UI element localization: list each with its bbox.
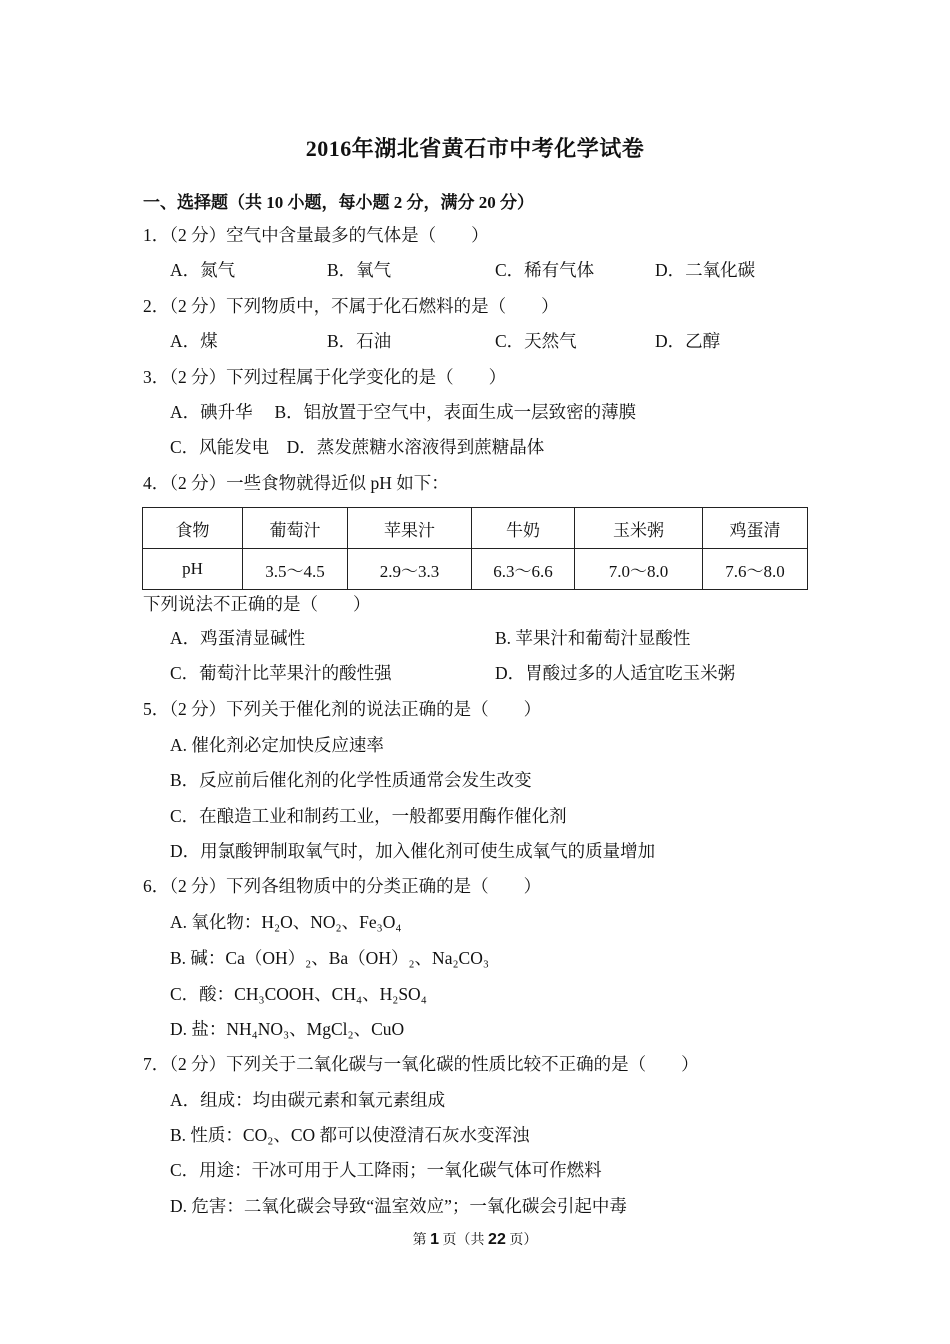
question-4-options-row-1: [170, 627, 810, 649]
q6-option-c: C．酸：CH₃COOH、CH₄、H₂SO₄: [170, 984, 427, 1004]
q7-option-b: B. 性质：CO₂、CO 都可以使澄清石灰水变浑浊: [170, 1125, 530, 1145]
q2-option-d: D．乙醇: [655, 331, 721, 351]
table-cell: 7.6～8.0: [703, 549, 808, 590]
table-cell: 3.5～4.5: [243, 549, 348, 590]
page-footer: [0, 1229, 950, 1249]
q5-option-a: A. 催化剂必定加快反应速率: [170, 735, 384, 755]
table-cell: 2.9～3.3: [348, 549, 472, 590]
q2-option-b: B．石油: [327, 331, 392, 351]
question-1-options: [170, 259, 810, 281]
q1-option-d: D．二氧化碳: [655, 260, 756, 280]
q4-option-c: C．葡萄汁比苹果汁的酸性强: [170, 663, 392, 683]
table-cell: 6.3～6.6: [472, 549, 575, 590]
table-cell: 牛奶: [472, 508, 575, 549]
q7-option-c: C．用途：干冰可用于人工降雨；一氧化碳气体可作燃料: [170, 1160, 602, 1180]
footer-middle: 页（共: [442, 1233, 485, 1248]
ph-table-header-row: [143, 508, 808, 549]
q1-option-c: C．稀有气体: [495, 260, 595, 280]
question-3-stem: 3．（2 分）下列过程属于化学变化的是（ ）: [143, 367, 507, 387]
table-cell: 鸡蛋清: [703, 508, 808, 549]
q2-option-c: C．天然气: [495, 331, 577, 351]
q6-option-a: A. 氧化物：H₂O、NO₂、Fe₃O₄: [170, 912, 402, 932]
q7-option-a: A．组成：均由碳元素和氧元素组成: [170, 1090, 446, 1110]
q2-option-a: A．煤: [170, 331, 218, 351]
q1-option-b: B．氧气: [327, 260, 392, 280]
q4-option-a: A．鸡蛋清显碱性: [170, 628, 306, 648]
question-4-prompt: 下列说法不正确的是（ ）: [143, 594, 371, 614]
question-4-stem: 4．（2 分）一些食物就得近似 pH 如下：: [143, 473, 449, 493]
q1-option-a: A．氮气: [170, 260, 236, 280]
ph-table-value-row: [143, 549, 808, 590]
q5-option-b: B．反应前后催化剂的化学性质通常会发生改变: [170, 770, 532, 790]
footer-suffix: 页）: [509, 1233, 538, 1248]
question-6-stem: 6．（2 分）下列各组物质中的分类正确的是（ ）: [143, 876, 542, 896]
q3-options-line-2: C．风能发电 D．蒸发蔗糖水溶液得到蔗糖晶体: [170, 437, 545, 457]
question-7-stem: 7．（2 分）下列关于二氧化碳与一氧化碳的性质比较不正确的是（ ）: [143, 1054, 699, 1074]
table-cell: 苹果汁: [348, 508, 472, 549]
question-1-stem: 1．（2 分）空气中含量最多的气体是（ ）: [143, 225, 489, 245]
q5-option-c: C．在酿造工业和制药工业，一般都要用酶作催化剂: [170, 806, 567, 826]
q7-option-d: D. 危害：二氧化碳会导致“温室效应”；一氧化碳会引起中毒: [170, 1196, 627, 1216]
table-cell: 食物: [143, 508, 243, 549]
paper-title: 2016年湖北省黄石市中考化学试卷: [305, 136, 645, 161]
table-cell: 玉米粥: [575, 508, 703, 549]
footer-page-number: 1: [430, 1231, 440, 1248]
question-2-options: [170, 330, 810, 352]
table-cell: pH: [143, 549, 243, 590]
section-heading: 一、选择题（共 10 小题，每小题 2 分，满分 20 分）: [143, 193, 534, 212]
footer-total-pages: 22: [488, 1231, 506, 1248]
ph-table: [142, 507, 808, 590]
q6-option-b: B. 碱：Ca（OH）₂、Ba（OH）₂、Na₂CO₃: [170, 948, 489, 968]
q5-option-d: D．用氯酸钾制取氧气时，加入催化剂可使生成氧气的质量增加: [170, 841, 656, 861]
table-cell: 7.0～8.0: [575, 549, 703, 590]
question-2-stem: 2．（2 分）下列物质中，不属于化石燃料的是（ ）: [143, 296, 559, 316]
question-5-stem: 5．（2 分）下列关于催化剂的说法正确的是（ ）: [143, 699, 542, 719]
q6-option-d: D. 盐：NH₄NO₃、MgCl₂、CuO: [170, 1019, 405, 1039]
q3-options-line-1: A．碘升华 B．铝放置于空气中，表面生成一层致密的薄膜: [170, 402, 637, 422]
q4-option-d: D．胃酸过多的人适宜吃玉米粥: [495, 663, 736, 683]
footer-prefix: 第: [412, 1233, 427, 1248]
table-cell: 葡萄汁: [243, 508, 348, 549]
question-4-options-row-2: [170, 662, 810, 684]
q4-option-b: B. 苹果汁和葡萄汁显酸性: [495, 628, 691, 648]
